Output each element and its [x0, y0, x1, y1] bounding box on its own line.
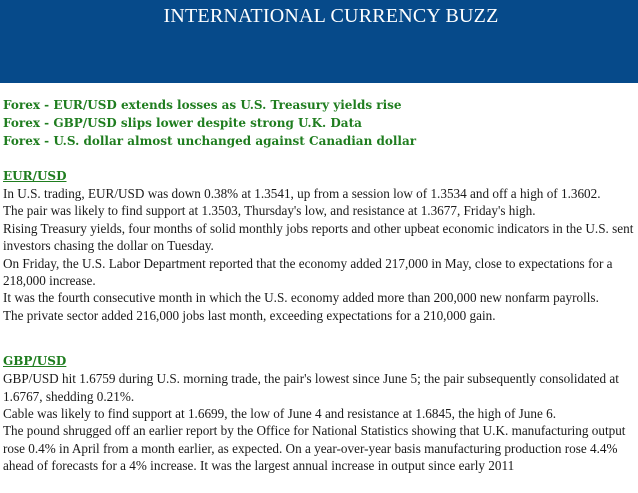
page-title: INTERNATIONAL CURRENCY BUZZ — [163, 5, 499, 27]
headline-link[interactable]: Forex - GBP/USD slips lower despite strong U.K. Data — [3, 116, 362, 130]
paragraph: Cable was likely to find support at 1.6699, the low of June 4 and resistance at 1.6845, the high of June 6. — [3, 406, 557, 422]
paragraph: It was the fourth consecutive month in which the U.S. economy added more than 200,000 new nonfarm payrolls. — [3, 290, 599, 306]
spacer — [3, 150, 635, 167]
section-title-gbpusd: GBP/USD — [3, 354, 67, 369]
paragraph: In U.S. trading, EUR/USD was down 0.38% at 1.3541, up from a session low of 1.3534 and off a high of 1.3602. — [3, 186, 601, 201]
headline-link[interactable]: Forex - EUR/USD extends losses as U.S. Treasury yields rise — [3, 98, 402, 112]
headline-link[interactable]: Forex - U.S. dollar almost unchanged against Canadian dollar — [3, 134, 417, 148]
paragraph: The pound shrugged off an earlier report by the Office for National Statistics showing that U.K. manufacturing output rose 0.4% in April from a month earlier, as expected. On a year-over-year basis manufacturing production rose 4.4% ahead of forecasts for a 4% increase. It was the largest annual increase in output since early 2011 — [3, 423, 626, 474]
article-body — [3, 96, 635, 475]
paragraph: The private sector added 216,000 jobs last month, exceeding expectations for a 210,000 gain. — [3, 307, 496, 323]
header-banner — [0, 0, 638, 83]
paragraph: The pair was likely to find support at 1.3503, Thursday's low, and resistance at 1.3677, Friday's high. — [3, 203, 536, 219]
spacer — [3, 324, 635, 352]
paragraph: On Friday, the U.S. Labor Department reported that the economy added 217,000 in May, close to expectations for a 218,000 increase. — [3, 255, 613, 289]
paragraph: Rising Treasury yields, four months of solid monthly jobs reports and other upbeat economic indicators in the U.S. sent investors chasing the dollar on Tuesday. — [3, 220, 634, 254]
paragraph: GBP/USD hit 1.6759 during U.S. morning trade, the pair's lowest since June 5; the pair subsequently consolidated at 1.6767, shedding 0.21%. — [3, 371, 619, 404]
section-title-eurusd: EUR/USD — [3, 169, 67, 183]
